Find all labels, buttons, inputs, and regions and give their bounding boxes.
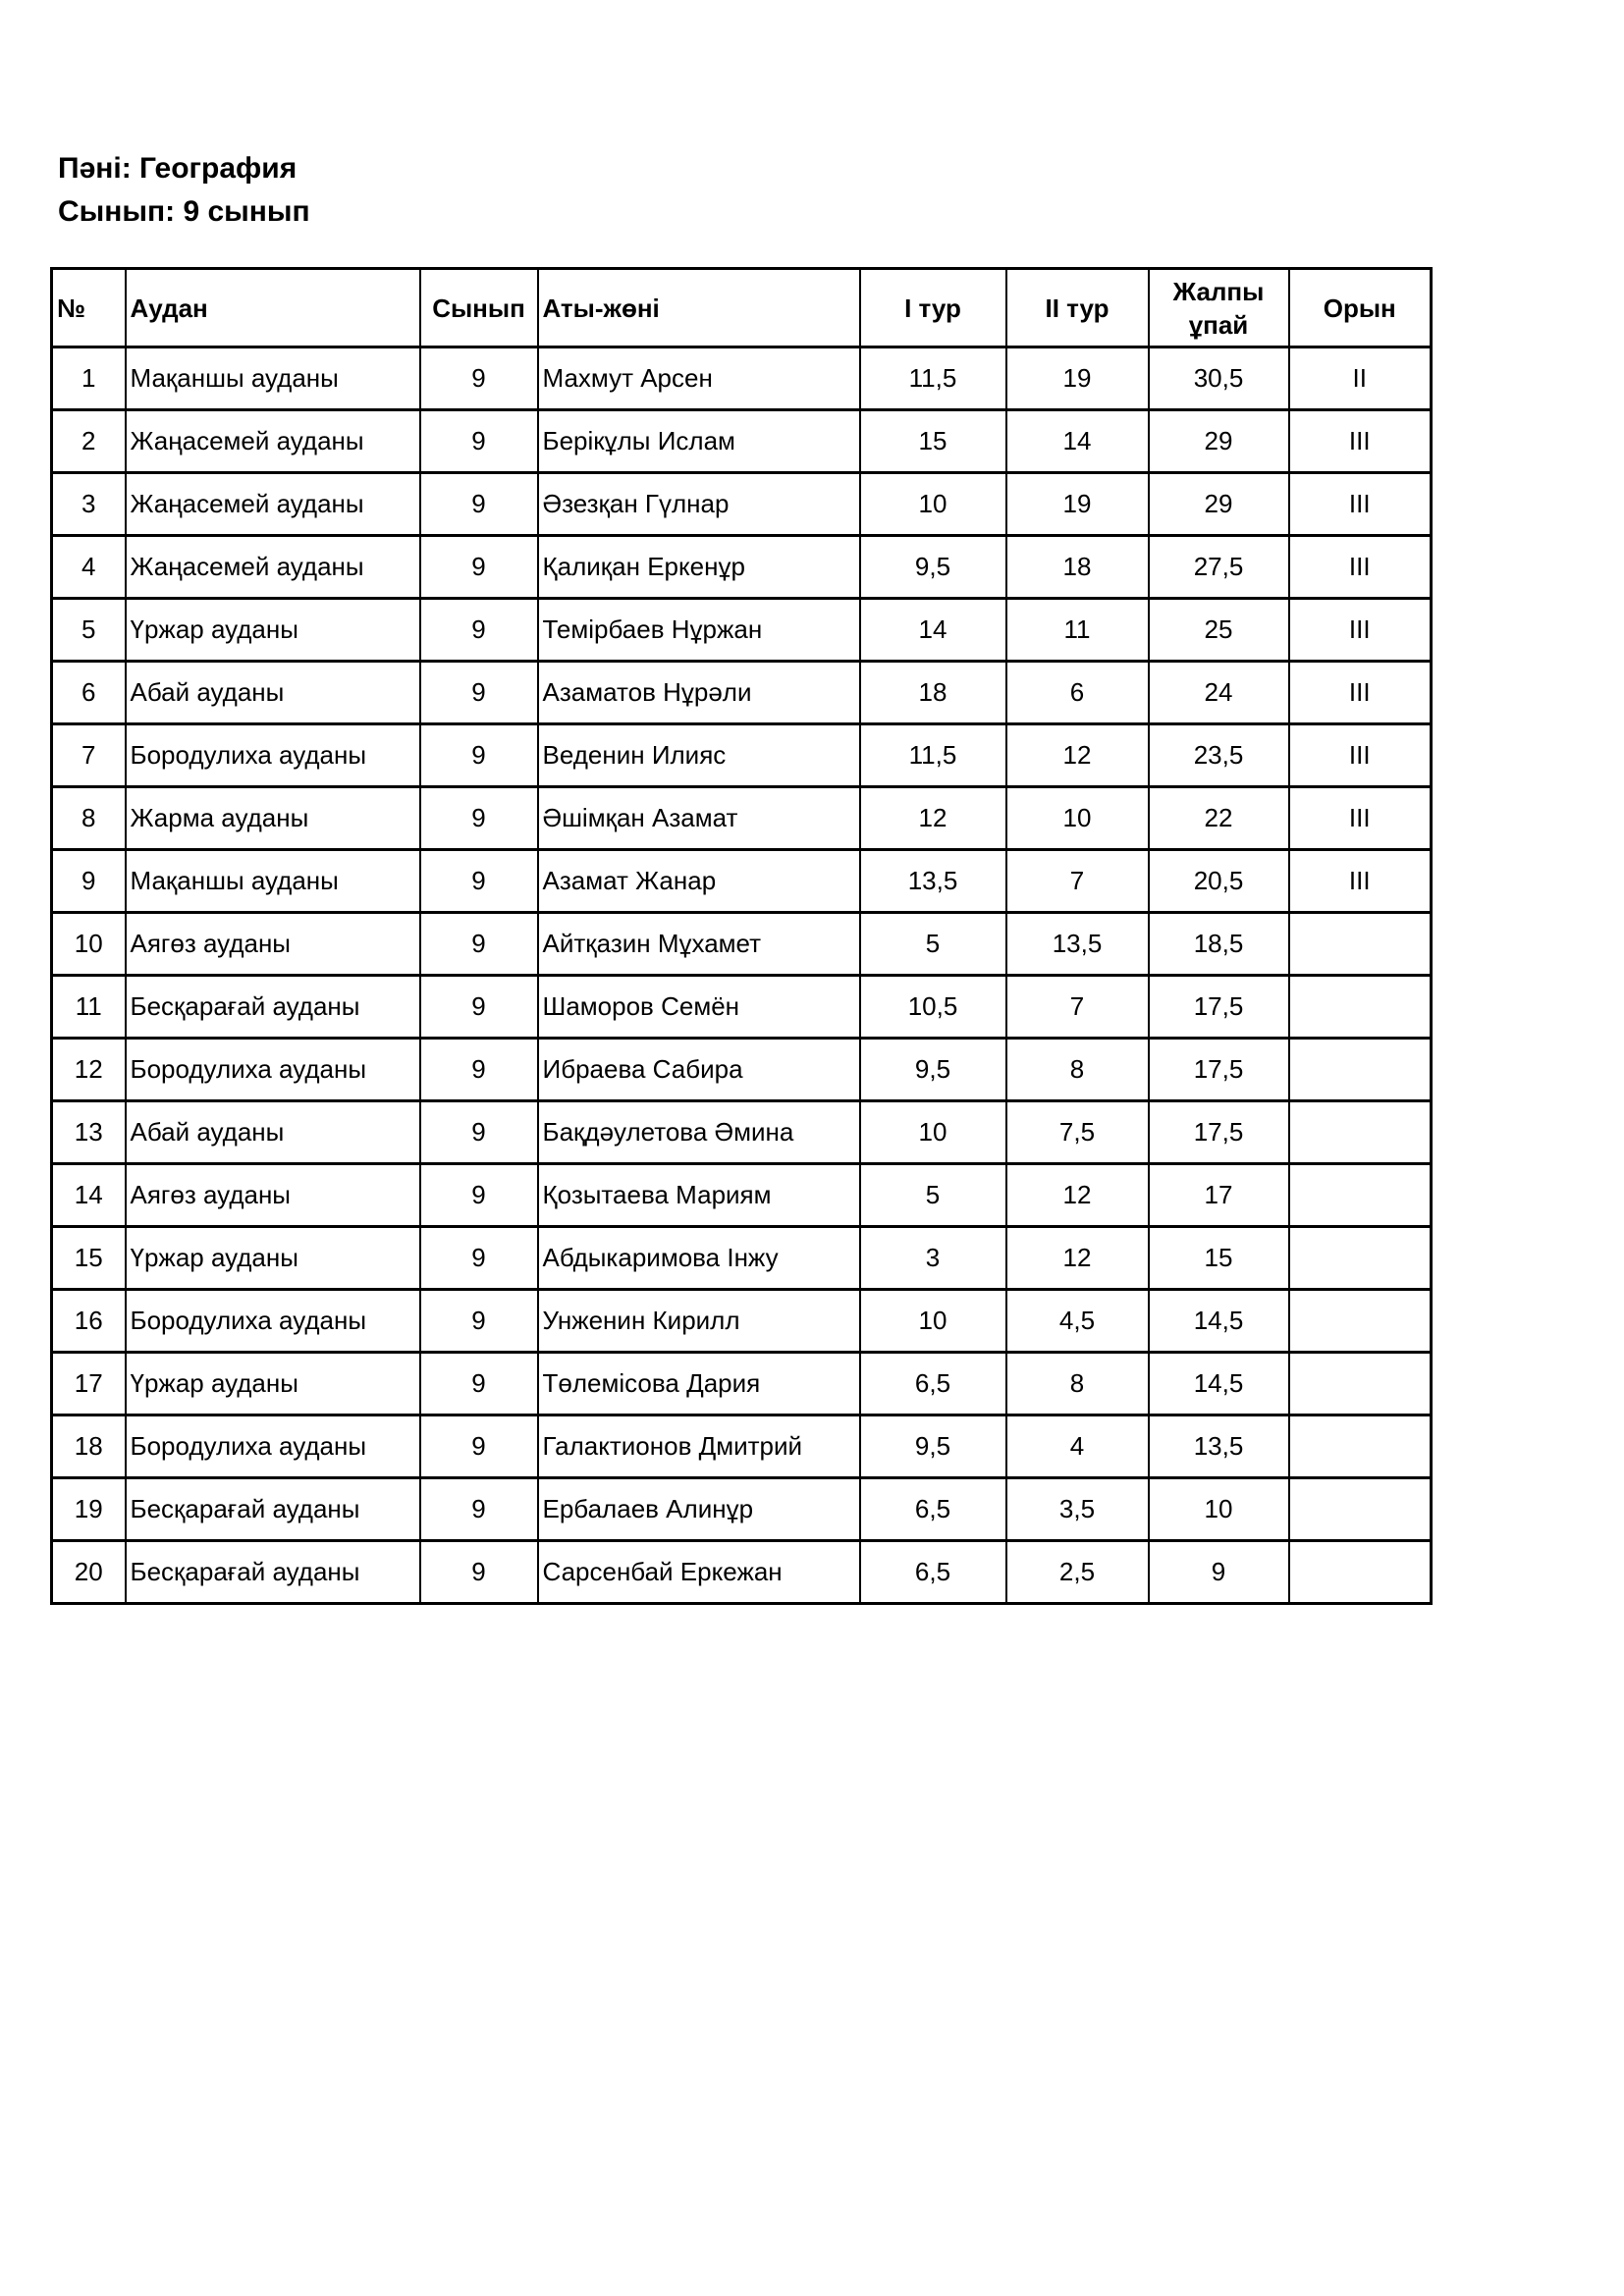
grade-cell: 9 — [420, 1101, 538, 1164]
row-number-cell: 14 — [52, 1164, 126, 1227]
total-score-cell: 18,5 — [1149, 913, 1289, 976]
round2-score-cell: 12 — [1006, 1164, 1149, 1227]
grade-cell: 9 — [420, 1227, 538, 1290]
row-number-cell: 20 — [52, 1541, 126, 1604]
table-row — [52, 410, 1432, 473]
grade-cell: 9 — [420, 599, 538, 662]
name-cell: Әзезқан Гүлнар — [538, 473, 860, 536]
name-cell: Әшімқан Азамат — [538, 787, 860, 850]
row-number-cell: 11 — [52, 976, 126, 1039]
total-score-cell: 17,5 — [1149, 1039, 1289, 1101]
table-row — [52, 347, 1432, 410]
table-row — [52, 850, 1432, 913]
grade-cell: 9 — [420, 787, 538, 850]
table-row — [52, 913, 1432, 976]
row-number-cell: 8 — [52, 787, 126, 850]
round2-score-cell: 7 — [1006, 850, 1149, 913]
grade-cell: 9 — [420, 1478, 538, 1541]
total-score-cell: 17 — [1149, 1164, 1289, 1227]
place-cell — [1289, 976, 1432, 1039]
name-cell: Сарсенбай Еркежан — [538, 1541, 860, 1604]
round2-score-cell: 11 — [1006, 599, 1149, 662]
place-cell: III — [1289, 473, 1432, 536]
total-score-cell: 23,5 — [1149, 724, 1289, 787]
round1-score-cell: 9,5 — [860, 1039, 1006, 1101]
district-cell: Бесқарағай ауданы — [126, 1541, 420, 1604]
district-cell: Абай ауданы — [126, 662, 420, 724]
round1-score-cell: 11,5 — [860, 347, 1006, 410]
grade-cell: 9 — [420, 913, 538, 976]
place-cell — [1289, 1227, 1432, 1290]
total-score-cell: 29 — [1149, 410, 1289, 473]
grade-cell: 9 — [420, 536, 538, 599]
table-row — [52, 787, 1432, 850]
total-score-cell: 30,5 — [1149, 347, 1289, 410]
name-cell: Азаматов Нұрәли — [538, 662, 860, 724]
place-cell: III — [1289, 662, 1432, 724]
col-header-number: № — [52, 269, 126, 347]
total-score-cell: 17,5 — [1149, 976, 1289, 1039]
place-cell: II — [1289, 347, 1432, 410]
round1-score-cell: 9,5 — [860, 536, 1006, 599]
place-cell: III — [1289, 724, 1432, 787]
grade-cell: 9 — [420, 1039, 538, 1101]
name-cell: Берікұлы Ислам — [538, 410, 860, 473]
grade-cell: 9 — [420, 410, 538, 473]
district-cell: Үржар ауданы — [126, 1353, 420, 1415]
round1-score-cell: 3 — [860, 1227, 1006, 1290]
round2-score-cell: 4 — [1006, 1415, 1149, 1478]
col-header-place: Орын — [1289, 269, 1432, 347]
row-number-cell: 12 — [52, 1039, 126, 1101]
title-block — [58, 147, 310, 234]
row-number-cell: 15 — [52, 1227, 126, 1290]
round2-score-cell: 19 — [1006, 347, 1149, 410]
round1-score-cell: 6,5 — [860, 1353, 1006, 1415]
total-score-cell: 9 — [1149, 1541, 1289, 1604]
table-row — [52, 976, 1432, 1039]
round1-score-cell: 13,5 — [860, 850, 1006, 913]
grade-cell: 9 — [420, 976, 538, 1039]
round2-score-cell: 7,5 — [1006, 1101, 1149, 1164]
table-row — [52, 1039, 1432, 1101]
row-number-cell: 5 — [52, 599, 126, 662]
header-row — [52, 269, 1432, 347]
table-row — [52, 1353, 1432, 1415]
row-number-cell: 9 — [52, 850, 126, 913]
name-cell: Махмут Арсен — [538, 347, 860, 410]
grade-cell: 9 — [420, 662, 538, 724]
col-header-grade: Сынып — [420, 269, 538, 347]
table-row — [52, 662, 1432, 724]
place-cell — [1289, 1541, 1432, 1604]
grade-cell: 9 — [420, 1353, 538, 1415]
table-row — [52, 1164, 1432, 1227]
district-cell: Аягөз ауданы — [126, 1164, 420, 1227]
district-cell: Жаңасемей ауданы — [126, 536, 420, 599]
round2-score-cell: 14 — [1006, 410, 1149, 473]
round2-score-cell: 2,5 — [1006, 1541, 1149, 1604]
grade-cell: 9 — [420, 1290, 538, 1353]
results-table — [50, 267, 1433, 1605]
total-score-cell: 27,5 — [1149, 536, 1289, 599]
district-cell: Жаңасемей ауданы — [126, 473, 420, 536]
table-row — [52, 1227, 1432, 1290]
district-cell: Бородулиха ауданы — [126, 1039, 420, 1101]
place-cell: III — [1289, 599, 1432, 662]
total-score-cell: 25 — [1149, 599, 1289, 662]
row-number-cell: 13 — [52, 1101, 126, 1164]
name-cell: Азамат Жанар — [538, 850, 860, 913]
district-cell: Бесқарағай ауданы — [126, 1478, 420, 1541]
name-cell: Қозытаева Мариям — [538, 1164, 860, 1227]
total-score-cell: 10 — [1149, 1478, 1289, 1541]
subject-title: Пәні: География — [58, 152, 298, 185]
table-row — [52, 536, 1432, 599]
row-number-cell: 19 — [52, 1478, 126, 1541]
district-cell: Абай ауданы — [126, 1101, 420, 1164]
grade-title: Сынып: 9 сынып — [58, 195, 310, 228]
district-cell: Аягөз ауданы — [126, 913, 420, 976]
name-cell: Унженин Кирилл — [538, 1290, 860, 1353]
total-score-cell: 24 — [1149, 662, 1289, 724]
table-row — [52, 1101, 1432, 1164]
grade-cell: 9 — [420, 473, 538, 536]
round1-score-cell: 9,5 — [860, 1415, 1006, 1478]
grade-cell: 9 — [420, 1415, 538, 1478]
place-cell — [1289, 1478, 1432, 1541]
district-cell: Бородулиха ауданы — [126, 724, 420, 787]
total-score-cell: 14,5 — [1149, 1353, 1289, 1415]
district-cell: Мақаншы ауданы — [126, 850, 420, 913]
round2-score-cell: 12 — [1006, 1227, 1149, 1290]
name-cell: Қалиқан Еркенұр — [538, 536, 860, 599]
round2-score-cell: 8 — [1006, 1353, 1149, 1415]
total-score-cell: 17,5 — [1149, 1101, 1289, 1164]
district-cell: Бородулиха ауданы — [126, 1290, 420, 1353]
district-cell: Үржар ауданы — [126, 599, 420, 662]
col-header-name: Аты-жөні — [538, 269, 860, 347]
name-cell: Веденин Илияс — [538, 724, 860, 787]
name-cell: Шаморов Семён — [538, 976, 860, 1039]
round1-score-cell: 10 — [860, 1101, 1006, 1164]
table-row — [52, 1478, 1432, 1541]
name-cell: Бақдәулетова Әмина — [538, 1101, 860, 1164]
round1-score-cell: 18 — [860, 662, 1006, 724]
round2-score-cell: 7 — [1006, 976, 1149, 1039]
round2-score-cell: 6 — [1006, 662, 1149, 724]
place-cell: III — [1289, 410, 1432, 473]
table-row — [52, 724, 1432, 787]
round2-score-cell: 19 — [1006, 473, 1149, 536]
round1-score-cell: 10,5 — [860, 976, 1006, 1039]
name-cell: Айтқазин Мұхамет — [538, 913, 860, 976]
row-number-cell: 10 — [52, 913, 126, 976]
table-row — [52, 1415, 1432, 1478]
place-cell: III — [1289, 850, 1432, 913]
round2-score-cell: 3,5 — [1006, 1478, 1149, 1541]
total-score-cell: 29 — [1149, 473, 1289, 536]
place-cell — [1289, 1101, 1432, 1164]
district-cell: Бородулиха ауданы — [126, 1415, 420, 1478]
grade-cell: 9 — [420, 1164, 538, 1227]
col-header-round1: I тур — [860, 269, 1006, 347]
place-cell — [1289, 1290, 1432, 1353]
row-number-cell: 4 — [52, 536, 126, 599]
col-header-round2: II тур — [1006, 269, 1149, 347]
round1-score-cell: 10 — [860, 1290, 1006, 1353]
grade-cell: 9 — [420, 347, 538, 410]
name-cell: Ербалаев Алинұр — [538, 1478, 860, 1541]
total-score-cell: 20,5 — [1149, 850, 1289, 913]
row-number-cell: 1 — [52, 347, 126, 410]
place-cell — [1289, 1353, 1432, 1415]
col-header-district: Аудан — [126, 269, 420, 347]
place-cell: III — [1289, 787, 1432, 850]
round2-score-cell: 8 — [1006, 1039, 1149, 1101]
row-number-cell: 7 — [52, 724, 126, 787]
round2-score-cell: 10 — [1006, 787, 1149, 850]
name-cell: Ибраева Сабира — [538, 1039, 860, 1101]
round1-score-cell: 10 — [860, 473, 1006, 536]
place-cell — [1289, 1039, 1432, 1101]
round2-score-cell: 18 — [1006, 536, 1149, 599]
table-row — [52, 599, 1432, 662]
total-score-cell: 14,5 — [1149, 1290, 1289, 1353]
name-cell: Галактионов Дмитрий — [538, 1415, 860, 1478]
place-cell: III — [1289, 536, 1432, 599]
round2-score-cell: 12 — [1006, 724, 1149, 787]
round1-score-cell: 14 — [860, 599, 1006, 662]
place-cell — [1289, 1415, 1432, 1478]
name-cell: Темірбаев Нұржан — [538, 599, 860, 662]
table-row — [52, 473, 1432, 536]
place-cell — [1289, 913, 1432, 976]
row-number-cell: 6 — [52, 662, 126, 724]
grade-cell: 9 — [420, 1541, 538, 1604]
row-number-cell: 3 — [52, 473, 126, 536]
round1-score-cell: 6,5 — [860, 1478, 1006, 1541]
total-score-cell: 13,5 — [1149, 1415, 1289, 1478]
grade-cell: 9 — [420, 724, 538, 787]
table-row — [52, 1290, 1432, 1353]
table-row — [52, 1541, 1432, 1604]
round1-score-cell: 5 — [860, 1164, 1006, 1227]
total-score-cell: 15 — [1149, 1227, 1289, 1290]
col-header-total: Жалпы ұпай — [1149, 269, 1289, 347]
district-cell: Жаңасемей ауданы — [126, 410, 420, 473]
round1-score-cell: 11,5 — [860, 724, 1006, 787]
row-number-cell: 2 — [52, 410, 126, 473]
round1-score-cell: 5 — [860, 913, 1006, 976]
round1-score-cell: 12 — [860, 787, 1006, 850]
district-cell: Бесқарағай ауданы — [126, 976, 420, 1039]
row-number-cell: 16 — [52, 1290, 126, 1353]
district-cell: Үржар ауданы — [126, 1227, 420, 1290]
district-cell: Мақаншы ауданы — [126, 347, 420, 410]
name-cell: Төлемісова Дария — [538, 1353, 860, 1415]
round2-score-cell: 13,5 — [1006, 913, 1149, 976]
row-number-cell: 17 — [52, 1353, 126, 1415]
round1-score-cell: 6,5 — [860, 1541, 1006, 1604]
total-score-cell: 22 — [1149, 787, 1289, 850]
round2-score-cell: 4,5 — [1006, 1290, 1149, 1353]
grade-cell: 9 — [420, 850, 538, 913]
round1-score-cell: 15 — [860, 410, 1006, 473]
row-number-cell: 18 — [52, 1415, 126, 1478]
table-body — [52, 347, 1432, 1604]
name-cell: Абдыкаримова Інжу — [538, 1227, 860, 1290]
place-cell — [1289, 1164, 1432, 1227]
district-cell: Жарма ауданы — [126, 787, 420, 850]
